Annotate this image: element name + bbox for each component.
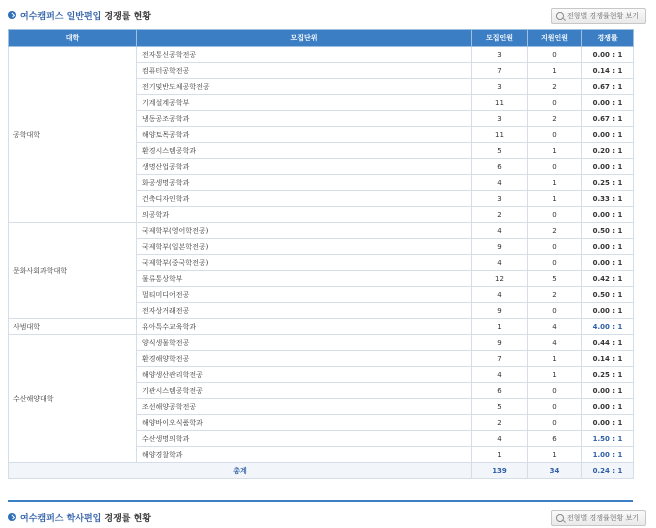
quota-cell: 4 (472, 287, 528, 303)
unit-cell: 환경시스템공학과 (137, 143, 472, 159)
quota-cell: 1 (472, 319, 528, 335)
applicants-cell: 5 (528, 271, 582, 287)
unit-cell: 멀티미디어전공 (137, 287, 472, 303)
section-title-suffix: 경쟁률 현황 (104, 513, 151, 524)
applicants-cell: 0 (528, 255, 582, 271)
quota-cell: 7 (472, 63, 528, 79)
table-header-row (9, 30, 634, 47)
check-bullet-icon (8, 513, 16, 521)
quota-cell: 4 (472, 255, 528, 271)
quota-cell: 3 (472, 111, 528, 127)
view-by-type-button[interactable] (551, 510, 646, 526)
unit-cell: 해양토목공학과 (137, 127, 472, 143)
ratio-cell: 0.00 : 1 (582, 399, 634, 415)
unit-cell: 생명산업공학과 (137, 159, 472, 175)
total-label: 총계 (9, 463, 472, 479)
ratio-cell: 0.50 : 1 (582, 223, 634, 239)
applicants-cell: 2 (528, 287, 582, 303)
quota-cell: 3 (472, 79, 528, 95)
quota-cell: 4 (472, 223, 528, 239)
applicants-cell: 2 (528, 223, 582, 239)
ratio-cell: 0.44 : 1 (582, 335, 634, 351)
ratio-cell: 0.00 : 1 (582, 127, 634, 143)
header-ratio: 경쟁률 (582, 30, 634, 47)
applicants-cell: 4 (528, 319, 582, 335)
unit-cell: 전자통신공학전공 (137, 47, 472, 63)
ratio-cell: 0.20 : 1 (582, 143, 634, 159)
ratio-cell: 0.00 : 1 (582, 415, 634, 431)
unit-cell: 해양경찰학과 (137, 447, 472, 463)
college-cell: 사범대학 (9, 319, 137, 335)
view-by-type-button[interactable] (551, 8, 646, 24)
table-row (9, 319, 634, 335)
ratio-cell: 0.00 : 1 (582, 239, 634, 255)
unit-cell: 조선해양공학전공 (137, 399, 472, 415)
ratio-cell: 0.25 : 1 (582, 175, 634, 191)
applicants-cell: 0 (528, 303, 582, 319)
applicants-cell: 0 (528, 95, 582, 111)
view-by-type-button-label: 전형별 경쟁률현황 보기 (566, 514, 639, 522)
ratio-cell: 0.14 : 1 (582, 63, 634, 79)
applicants-cell: 6 (528, 431, 582, 447)
section-divider (8, 500, 633, 502)
unit-cell: 국제학부(영어학전공) (137, 223, 472, 239)
unit-cell: 물류통상학부 (137, 271, 472, 287)
ratio-cell: 0.00 : 1 (582, 207, 634, 223)
section-title-campus: 여수캠퍼스 일반편입 (20, 11, 102, 22)
quota-cell: 9 (472, 335, 528, 351)
unit-cell: 해양바이오식품학과 (137, 415, 472, 431)
applicants-cell: 4 (528, 335, 582, 351)
unit-cell: 국제학부(중국학전공) (137, 255, 472, 271)
college-cell: 수산해양대학 (9, 335, 137, 463)
quota-cell: 4 (472, 431, 528, 447)
unit-cell: 유아특수교육학과 (137, 319, 472, 335)
ratio-cell: 0.33 : 1 (582, 191, 634, 207)
applicants-cell: 0 (528, 207, 582, 223)
ratio-cell: 0.14 : 1 (582, 351, 634, 367)
quota-cell: 3 (472, 47, 528, 63)
search-icon (556, 12, 564, 20)
section-title-suffix: 경쟁률 현황 (104, 11, 151, 22)
quota-cell: 2 (472, 207, 528, 223)
ratio-cell: 1.00 : 1 (582, 447, 634, 463)
college-cell: 문화사회과학대학 (9, 223, 137, 319)
section-title-campus: 여수캠퍼스 학사편입 (20, 513, 102, 524)
ratio-cell: 0.25 : 1 (582, 367, 634, 383)
ratio-cell: 0.00 : 1 (582, 47, 634, 63)
college-cell: 공학대학 (9, 47, 137, 223)
unit-cell: 양식생물학전공 (137, 335, 472, 351)
table-row (9, 335, 634, 351)
applicants-cell: 0 (528, 159, 582, 175)
unit-cell: 환경해양학전공 (137, 351, 472, 367)
quota-cell: 4 (472, 367, 528, 383)
section-title (8, 9, 151, 22)
applicants-cell: 1 (528, 191, 582, 207)
applicants-cell: 2 (528, 111, 582, 127)
unit-cell: 컴퓨터공학전공 (137, 63, 472, 79)
unit-cell: 건축디자인학과 (137, 191, 472, 207)
quota-cell: 11 (472, 95, 528, 111)
ratio-cell: 0.42 : 1 (582, 271, 634, 287)
ratio-cell: 0.67 : 1 (582, 111, 634, 127)
applicants-cell: 1 (528, 447, 582, 463)
header-quota: 모집인원 (472, 30, 528, 47)
applicants-cell: 2 (528, 79, 582, 95)
unit-cell: 냉동공조공학과 (137, 111, 472, 127)
header-unit: 모집단위 (137, 30, 472, 47)
total-quota: 139 (472, 463, 528, 479)
ratio-cell: 0.00 : 1 (582, 159, 634, 175)
unit-cell: 화공생명공학과 (137, 175, 472, 191)
applicants-cell: 1 (528, 143, 582, 159)
ratio-cell: 1.50 : 1 (582, 431, 634, 447)
ratio-cell: 0.00 : 1 (582, 255, 634, 271)
quota-cell: 1 (472, 447, 528, 463)
quota-cell: 4 (472, 175, 528, 191)
section-header-general-transfer (8, 4, 646, 26)
unit-cell: 해양생산관리학전공 (137, 367, 472, 383)
quota-cell: 12 (472, 271, 528, 287)
quota-cell: 11 (472, 127, 528, 143)
competition-table (8, 29, 634, 479)
view-by-type-button-label: 전형별 경쟁률현황 보기 (566, 12, 639, 20)
quota-cell: 9 (472, 239, 528, 255)
search-icon (556, 514, 564, 522)
total-row (9, 463, 634, 479)
quota-cell: 5 (472, 143, 528, 159)
applicants-cell: 0 (528, 239, 582, 255)
unit-cell: 국제학부(일본학전공) (137, 239, 472, 255)
quota-cell: 9 (472, 303, 528, 319)
unit-cell: 전자상거래전공 (137, 303, 472, 319)
ratio-cell: 4.00 : 1 (582, 319, 634, 335)
section-header-bachelor-transfer (8, 506, 646, 528)
unit-cell: 기계설계공학부 (137, 95, 472, 111)
applicants-cell: 0 (528, 383, 582, 399)
header-applicants: 지원인원 (528, 30, 582, 47)
applicants-cell: 1 (528, 63, 582, 79)
applicants-cell: 0 (528, 127, 582, 143)
quota-cell: 7 (472, 351, 528, 367)
quota-cell: 6 (472, 159, 528, 175)
unit-cell: 의공학과 (137, 207, 472, 223)
unit-cell: 수산생명의학과 (137, 431, 472, 447)
applicants-cell: 0 (528, 47, 582, 63)
applicants-cell: 0 (528, 415, 582, 431)
applicants-cell: 1 (528, 175, 582, 191)
applicants-cell: 0 (528, 399, 582, 415)
ratio-cell: 0.00 : 1 (582, 303, 634, 319)
table-row (9, 223, 634, 239)
quota-cell: 2 (472, 415, 528, 431)
ratio-cell: 0.00 : 1 (582, 95, 634, 111)
total-ratio: 0.24 : 1 (582, 463, 634, 479)
applicants-cell: 1 (528, 367, 582, 383)
ratio-cell: 0.50 : 1 (582, 287, 634, 303)
ratio-cell: 0.00 : 1 (582, 383, 634, 399)
header-college: 대학 (9, 30, 137, 47)
quota-cell: 3 (472, 191, 528, 207)
applicants-cell: 1 (528, 351, 582, 367)
ratio-cell: 0.67 : 1 (582, 79, 634, 95)
check-bullet-icon (8, 11, 16, 19)
quota-cell: 5 (472, 399, 528, 415)
unit-cell: 기관시스템공학전공 (137, 383, 472, 399)
unit-cell: 전기및반도체공학전공 (137, 79, 472, 95)
quota-cell: 6 (472, 383, 528, 399)
table-row (9, 47, 634, 63)
total-applicants: 34 (528, 463, 582, 479)
